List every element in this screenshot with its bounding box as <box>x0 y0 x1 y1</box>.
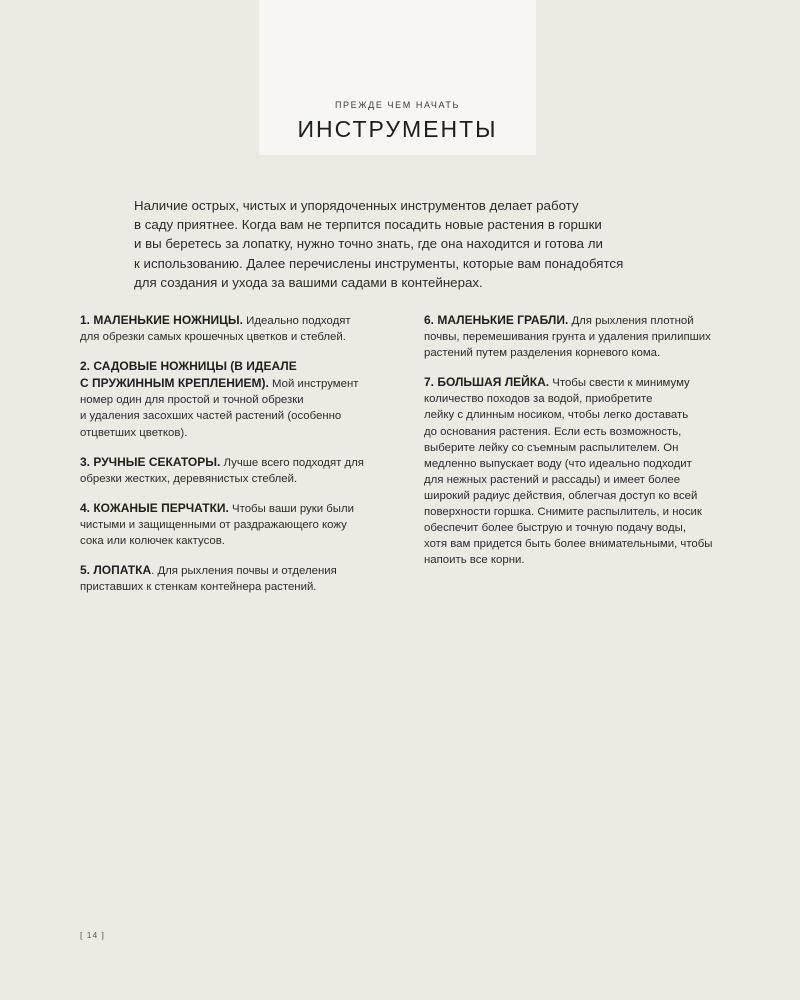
tool-item-text: . Для рыхления почвы и отделения <box>151 565 337 578</box>
tool-item-line <box>424 424 749 440</box>
tool-item <box>80 562 400 595</box>
tool-item-text: обеспечит более быструю и точную подачу воды, <box>424 522 686 535</box>
tool-item-text: медленно выпускает воду (что идеально подходит <box>424 457 692 470</box>
tools-list-right <box>424 312 749 581</box>
tool-item-line <box>80 517 400 533</box>
tool-item <box>424 312 749 361</box>
tool-item-line <box>80 579 400 595</box>
tool-item-line <box>80 562 400 579</box>
tool-item-text: напоить все корни. <box>424 554 525 567</box>
tool-item-line <box>424 456 749 472</box>
tool-item-text: сока или колючек кактусов. <box>80 535 225 548</box>
tool-item-line <box>80 408 400 424</box>
tool-item-text: широкий радиус действия, облегчая доступ ко всей <box>424 489 698 502</box>
tool-item-line <box>424 440 749 456</box>
tool-item-text: лейку с длинным носиком, чтобы легко доставать <box>424 409 689 422</box>
page-number: [ 14 ] <box>80 930 105 940</box>
tool-item-text: Идеально подходят <box>242 315 351 327</box>
tool-item-line <box>80 375 400 392</box>
intro-line: и вы беретесь за лопатку, нужно точно знать, где она находится и готова ли <box>134 236 603 252</box>
tool-item-text: для нежных растений и рассады) и имеет более <box>424 473 681 486</box>
tool-item-text: Чтобы свести к минимуму <box>549 377 690 390</box>
tool-item-text: для обрезки самых крошечных цветков и стеблей. <box>80 331 346 344</box>
tool-item-heading: 1. МАЛЕНЬКИЕ НОЖНИЦЫ. <box>80 313 243 327</box>
tool-item-line <box>80 329 400 345</box>
tool-item-heading: 6. МАЛЕНЬКИЕ ГРАБЛИ. <box>424 313 569 327</box>
tool-item-text: Мой инструмент <box>268 378 359 391</box>
tool-item-text: обрезки жестких, деревянистых стеблей. <box>80 472 298 485</box>
section-header <box>259 0 536 155</box>
tool-item-line <box>424 391 749 407</box>
tool-item-line <box>424 488 749 504</box>
tool-item-text: Лучше всего подходят для <box>220 456 364 469</box>
tool-item-text: приставших к стенкам контейнера растений. <box>80 581 317 594</box>
tool-item-heading: 4. КОЖАНЫЕ ПЕРЧАТКИ. <box>80 500 229 515</box>
tool-item-text: Для рыхления плотной <box>568 315 694 327</box>
page-title: ИНСТРУМЕНТЫ <box>297 116 498 142</box>
tool-item-line <box>424 345 749 361</box>
tool-item-line <box>424 536 749 552</box>
intro-line: к использованию. Далее перечислены инструменты, которые вам понадобятся <box>134 255 624 271</box>
tool-item-text: поверхности горшка. Снимите распылитель, и носик <box>424 506 702 519</box>
tool-item-text: номер один для простой и точной обрезки <box>80 394 304 407</box>
tool-item <box>80 358 400 440</box>
tool-item-line <box>80 454 400 471</box>
section-kicker: ПРЕЖДЕ ЧЕМ НАЧАТЬ <box>334 100 461 110</box>
tool-item-line <box>424 374 749 391</box>
intro-line: Наличие острых, чистых и упорядоченных инструментов делает работу <box>134 198 579 213</box>
tool-item-line <box>80 471 400 487</box>
tool-item-line <box>80 500 400 517</box>
tool-item-text: количество походов за водой, приобретите <box>424 393 653 406</box>
tool-item-text: выберите лейку со съемным распылителем. Он <box>424 441 679 454</box>
tool-item-text: отцветших цветков). <box>80 426 188 439</box>
tool-item-line <box>80 312 400 329</box>
tool-item-heading: 7. БОЛЬШАЯ ЛЕЙКА. <box>424 375 550 390</box>
tool-item-line <box>424 504 749 520</box>
tool-item-line <box>424 472 749 488</box>
tool-item-line <box>80 425 400 441</box>
tool-item-text: Чтобы ваши руки были <box>228 502 354 515</box>
tool-item-line <box>80 358 400 375</box>
tool-item-text: растений путем разделения корневого кома. <box>424 347 661 360</box>
tool-item-text: чистыми и защищенными от раздражающего кожу <box>80 518 347 531</box>
tools-list-left <box>80 312 400 608</box>
tool-item-line <box>424 520 749 536</box>
intro-line: для создания и ухода за вашими садами в контейнерах. <box>134 274 483 290</box>
tool-item-line <box>424 312 749 329</box>
intro-paragraph <box>134 196 694 292</box>
tool-item <box>80 454 400 487</box>
tool-item-line <box>80 533 400 549</box>
tool-item-heading: 5. ЛОПАТКА <box>80 563 152 578</box>
intro-line: в саду приятнее. Когда вам не терпится посадить новые растения в горшки <box>134 217 602 233</box>
tool-item <box>424 374 749 568</box>
tool-item-line <box>424 407 749 423</box>
tool-item-text: хотя вам придется быть более внимательными, чтобы <box>424 538 713 551</box>
tool-item-line <box>424 552 749 568</box>
tool-item-heading: С ПРУЖИННЫМ КРЕПЛЕНИЕМ). <box>80 376 269 391</box>
tool-item-heading: 3. РУЧНЫЕ СЕКАТОРЫ. <box>80 454 221 469</box>
tool-item <box>80 500 400 549</box>
tool-item <box>80 312 400 345</box>
tool-item-text: до основания растения. Если есть возможность, <box>424 425 682 438</box>
tool-item-text: и удаления засохших частей растений (особенно <box>80 410 342 423</box>
tool-item-heading: 2. САДОВЫЕ НОЖНИЦЫ (В ИДЕАЛЕ <box>80 359 297 374</box>
tool-item-text: почвы, перемешивания грунта и удаления прилипших <box>424 331 711 344</box>
tool-item-line <box>80 392 400 408</box>
tool-item-line <box>424 329 749 345</box>
